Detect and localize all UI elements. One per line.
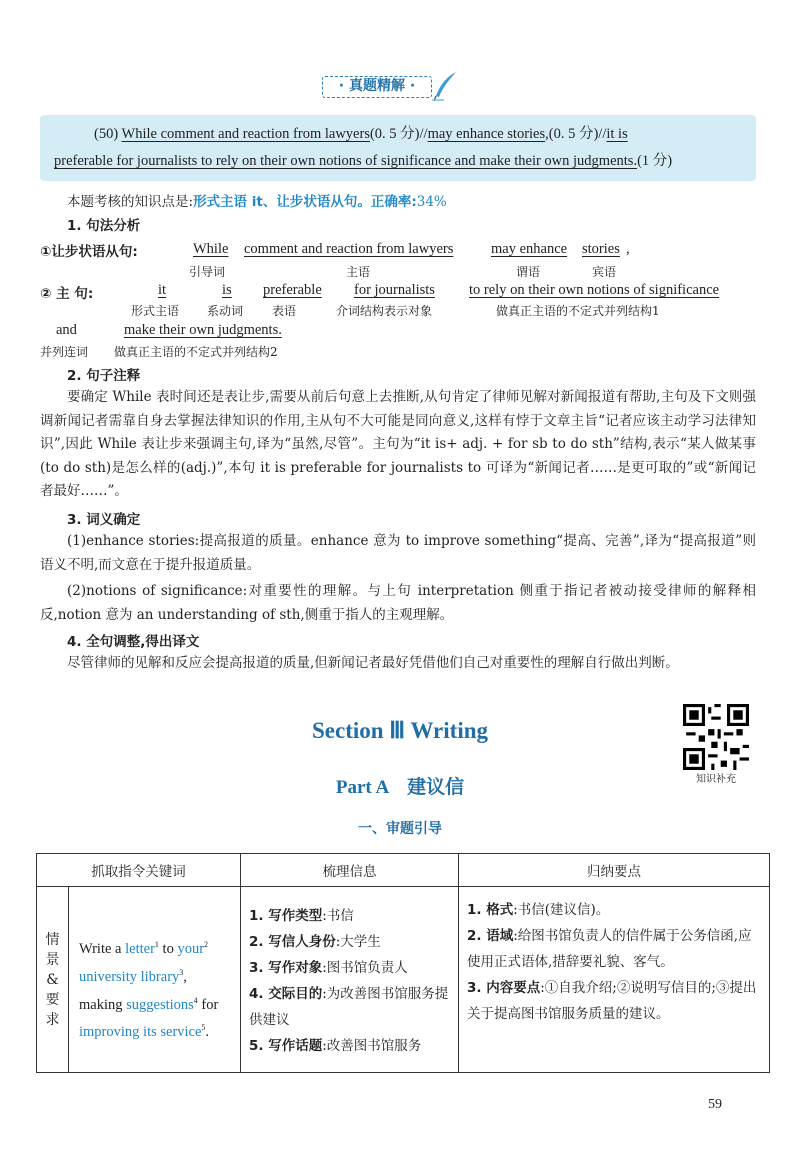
score-3: (1 分)	[637, 153, 673, 169]
clause-label-item: 引导词	[189, 265, 226, 279]
table-header: 归纳要点	[459, 854, 770, 887]
summary-item: 2. 语域:给图书馆负责人的信件属于公务信函,应使用正式语体,措辞要礼貌、客气。	[467, 928, 752, 970]
main-word: to rely on their own notions of significance	[469, 282, 720, 298]
clause-label: ①让步状语从句:	[40, 244, 138, 260]
section-badge	[322, 70, 460, 102]
info-item: 5. 写作话题:改善图书馆服务	[249, 1038, 422, 1054]
info-item: 1. 写作类型:书信	[249, 908, 354, 924]
info-cell	[241, 887, 459, 1073]
main-label: ② 主 句:	[40, 286, 94, 302]
badge-label: · 真题精解 ·	[322, 76, 432, 98]
s2-paragraph: 要确定 While 表时间还是表让步,需要从前后句意上去推断,从句肯定了律师见解对新闻报道有帮助,主句及下文则强调新闻记者需靠自身去掌握法律知识的作用,主从句不大可能是同向意义,这样有悖于文章主旨“记者应该主动学习法律知识”,因此 While 表让步来强调主句,译为“虽然,尽管”。主句为“it is+ adj. + for sb to do sth”结构,表示“某人做某事(to do sth)是怎么样的(adj.)”,本句 it is preferable for journalists to 可译为“新闻记者……是更可取的”或“新闻记者最好……”。	[40, 389, 756, 499]
clause-part-1: While comment and reaction from lawyers	[121, 126, 370, 142]
clause-part-3b: preferable for journalists to rely on their own notions of significance and make their own judgments.	[54, 153, 638, 169]
s2-title: 2. 句子注释	[67, 368, 141, 384]
keyword: your	[177, 940, 205, 957]
s3-paragraph-1: (1)enhance stories:提高报道的质量。enhance 意为 to improve something“提高、完善”,译为“提高报道”则语义不明,而文意在于提升报道质量。	[40, 533, 756, 573]
keyword: improving its service	[79, 1024, 202, 1041]
main-label-item: 做真正主语的不定式并列结构1	[496, 304, 660, 318]
exam-sentence-box	[40, 115, 756, 181]
task-keywords: Write a letter$^1$ to your$^2$ university library$^3$, making suggestions$^4$ for improving its service$^5$.	[69, 887, 241, 1073]
sub-title: 一、审题引导	[358, 821, 442, 837]
info-item: 4. 交际目的:为改善图书馆服务提供建议	[249, 986, 449, 1028]
main-label-item: 系动词	[207, 304, 244, 318]
main-label-item: 形式主语	[131, 304, 180, 318]
intro-line: 本题考核的知识点是:形式主语 it、让步状语从句。正确率:34%	[67, 194, 447, 210]
main-word: is	[222, 282, 232, 298]
s1-title: 1. 句法分析	[67, 218, 141, 234]
clause-word: While	[193, 241, 229, 257]
question-number: (50)	[94, 126, 119, 142]
summary-item: 1. 格式:书信(建议信)。	[467, 902, 610, 918]
main-label-item: 表语	[272, 304, 297, 318]
page-number: 59	[708, 1097, 722, 1112]
main-word: it	[158, 282, 167, 298]
clause-part-3a: it is	[606, 126, 628, 142]
line3-label-item: 做真正主语的不定式并列结构2	[114, 345, 278, 359]
s4-title: 4. 全句调整,得出译文	[67, 634, 200, 650]
clause-comma: ,	[626, 241, 630, 257]
line3-word: make their own judgments.	[124, 322, 282, 338]
main-label-item: 介词结构表示对象	[336, 304, 433, 318]
clause-label-item: 谓语	[516, 265, 541, 279]
line3-word: and	[56, 322, 77, 338]
table-header: 梳理信息	[241, 854, 459, 887]
info-item: 3. 写作对象:图书馆负责人	[249, 960, 408, 976]
main-word: for journalists	[354, 282, 435, 298]
exam-line-2	[54, 148, 742, 175]
score-1: (0. 5 分)//	[369, 126, 428, 142]
keyword: letter	[125, 940, 155, 957]
section-title: Section Ⅲ Writing	[311, 718, 488, 743]
clause-part-2: may enhance stories	[427, 126, 546, 142]
summary-item: 3. 内容要点:①自我介绍;②说明写信目的;③提出关于提高图书馆服务质量的建议。	[467, 980, 757, 1022]
requirement-table	[36, 853, 770, 1073]
clause-word: may enhance	[491, 241, 568, 257]
s4-paragraph: 尽管律师的见解和反应会提高报道的质量,但新闻记者最好凭借他们自己对重要性的理解自行做出判断。	[67, 655, 679, 671]
part-title: Part A 建议信	[335, 777, 465, 798]
line3-label-item: 并列连词	[40, 345, 89, 359]
info-item: 2. 写信人身份:大学生	[249, 934, 381, 950]
qr-code-icon[interactable]	[683, 704, 749, 770]
keyword: suggestions	[126, 996, 194, 1013]
s3-paragraph-2: (2)notions of significance:对重要性的理解。与上句 interpretation 侧重于指记者被动接受律师的解释相反,notion 意为 an understanding of sth,侧重于指人的主观理解。	[40, 583, 756, 623]
clause-label-item: 宾语	[592, 265, 617, 279]
main-word: preferable	[263, 282, 322, 298]
clause-word: stories	[582, 241, 620, 257]
exam-line-1	[54, 121, 742, 148]
qr-label: 知识补充	[696, 774, 736, 785]
table-row	[37, 887, 770, 1073]
table-header-row	[37, 854, 770, 887]
clause-word: comment and reaction from lawyers	[244, 241, 454, 257]
side-label: 情 景 & 要 求	[37, 887, 69, 1073]
quill-pen-icon	[430, 70, 460, 102]
keyword: university library	[79, 968, 180, 985]
score-2: ,(0. 5 分)//	[545, 126, 607, 142]
table-header: 抓取指令关键词	[37, 854, 241, 887]
s3-title: 3. 词义确定	[67, 512, 141, 528]
summary-cell	[459, 887, 770, 1073]
clause-label-item: 主语	[346, 265, 371, 279]
